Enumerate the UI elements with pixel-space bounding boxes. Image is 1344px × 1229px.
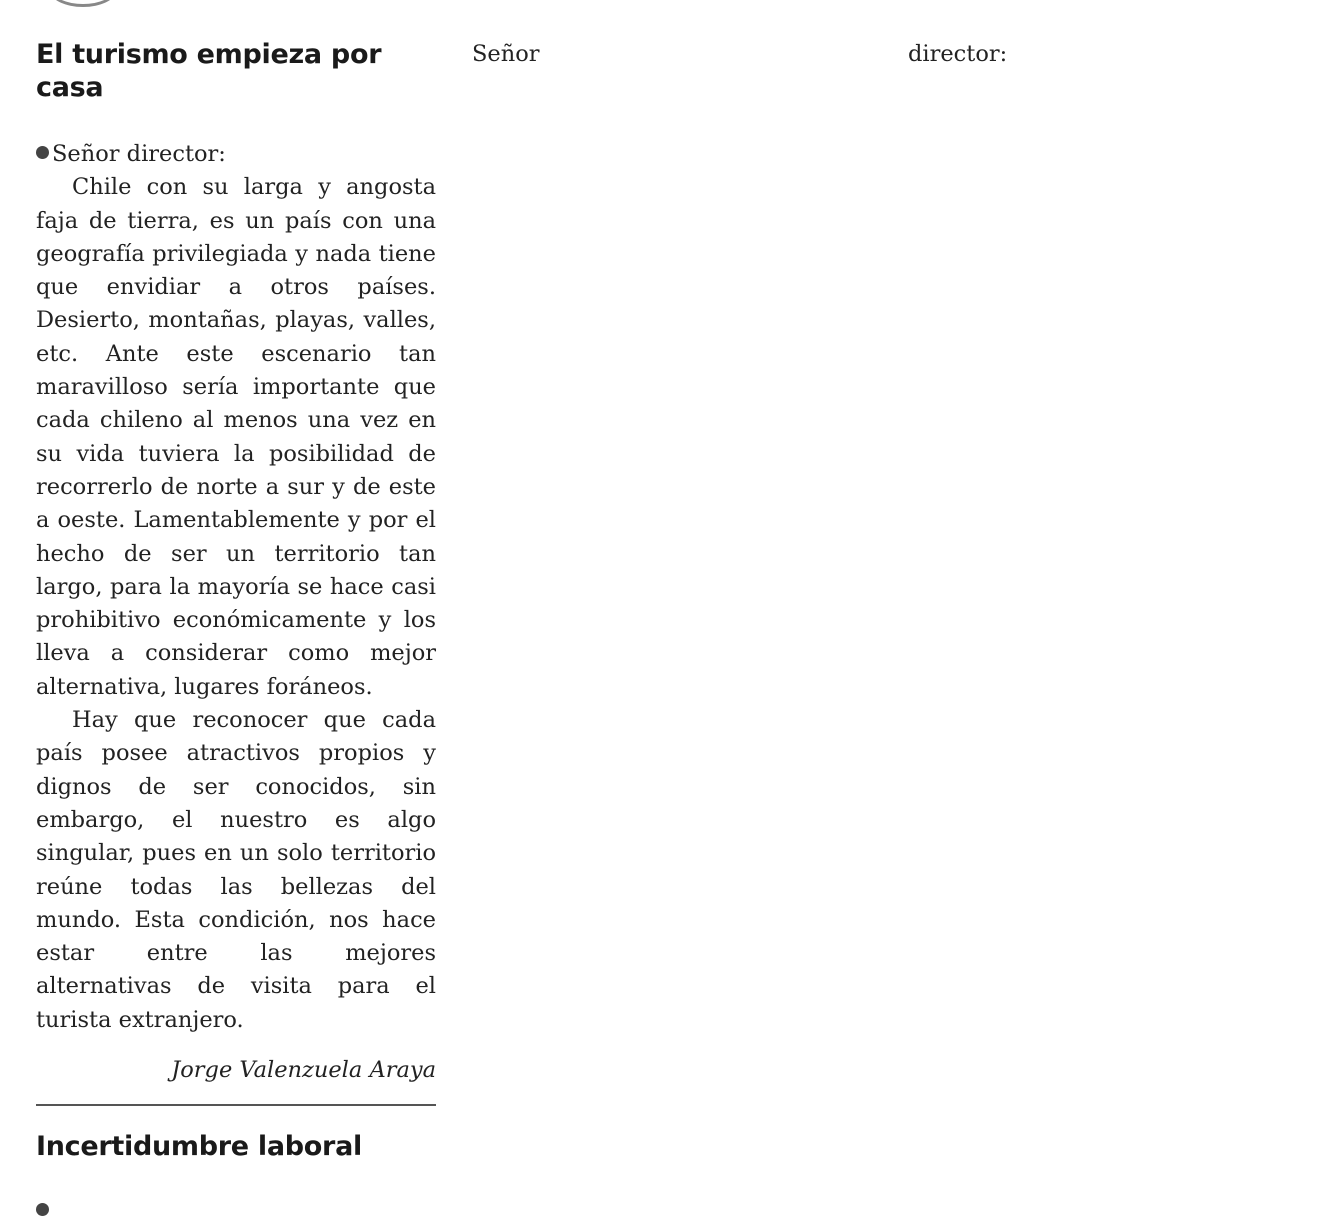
top-ornament [50, 0, 116, 7]
article-paragraph: Hay que reconocer que cada país posee atractivos propios y dignos de ser conocidos, sin embargo, el nuestro es algo singular, pues en un solo territorio reúne todas las bellezas del mundo. Esta condición, nos hace estar entre las mejores alternativas de visita para el turista extranjero. [36, 707, 436, 1033]
author-signature-turismo: Jorge Valenzuela Araya [171, 1057, 436, 1084]
article-paragraph-continued: director: [908, 41, 1008, 67]
article-paragraph: Chile con su larga y angosta faja de tierra, es un país con una geografía privilegiada y nada tiene que envidiar a otros países. Desierto, montañas, playas, valles, etc. Ante este escenario tan maravilloso sería importante que cada chileno al menos una vez en su vida tuviera la posibilidad de recorrerlo de norte a sur y de este a oeste. Lamentablemente y por el hecho de ser un territorio tan largo, para la mayoría se hace casi prohibitivo económicamente y los lleva a considerar como mejor alternativa, lugares foráneos. [36, 174, 436, 700]
bullet-icon [36, 146, 49, 159]
article-title-incertidumbre: Incertidumbre laboral [36, 1131, 362, 1163]
column-2 [472, 38, 872, 1208]
incertidumbre-opening [36, 1195, 436, 1228]
column-1 [36, 38, 436, 1208]
article-title-turismo: El turismo empieza por casa [36, 39, 382, 103]
salutation-text: Señor director: [52, 141, 226, 167]
incertidumbre-opening-start [36, 1195, 436, 1228]
column-3 [908, 38, 1308, 1208]
article-paragraph-continued: Señor [472, 41, 540, 67]
bullet-icon [36, 1203, 49, 1216]
salutation-turismo [36, 138, 436, 171]
